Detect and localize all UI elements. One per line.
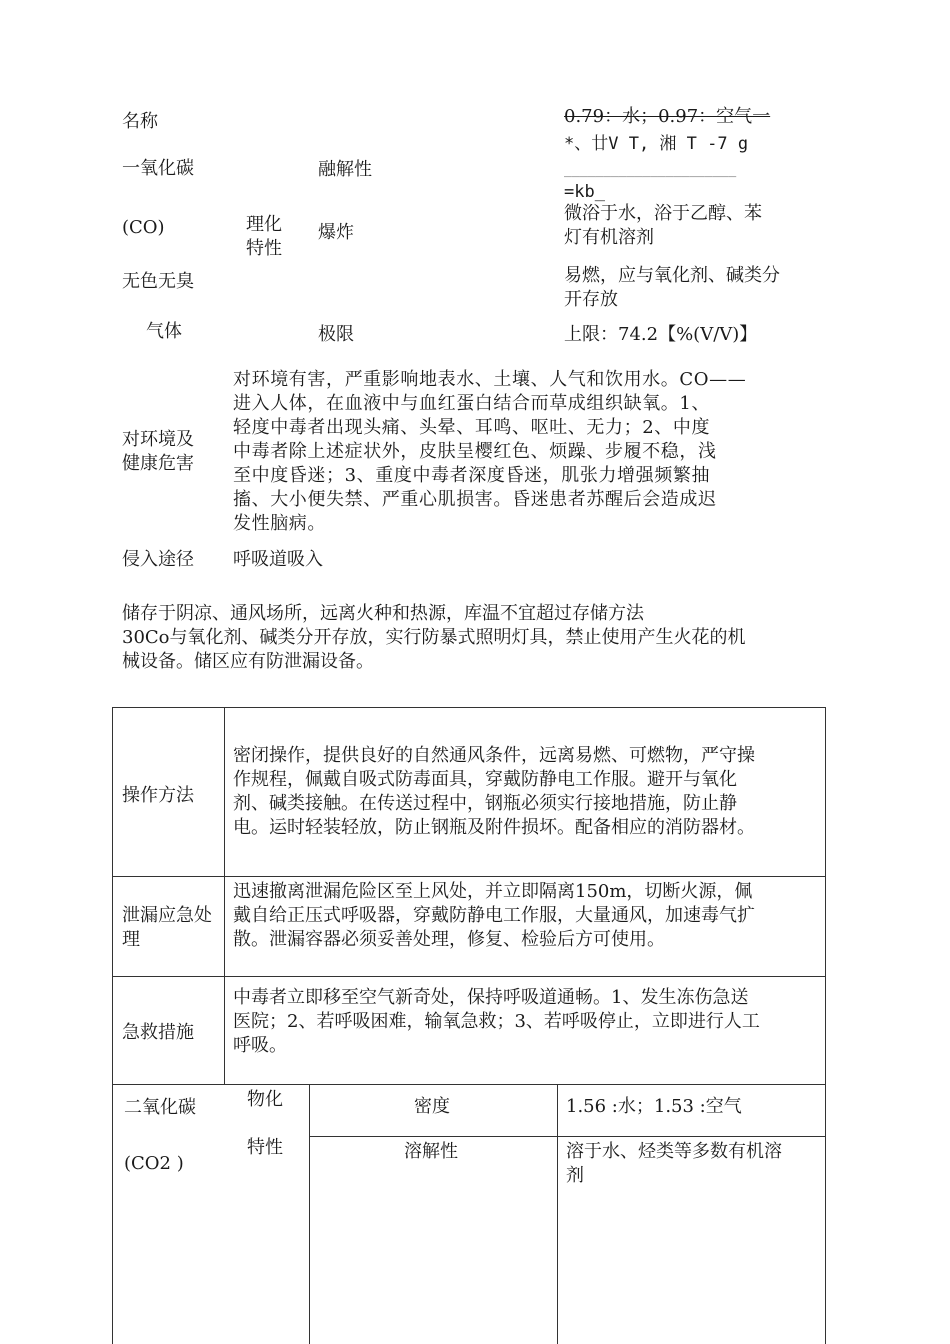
co-density-value: 0.79：水；0.97：空气一 [564,106,771,127]
co-state: 气体 [146,321,182,342]
co2-formula: (CO2 ) [124,1153,184,1174]
env-hazard-text: 对环境有害，严重影响地表水、土壤、人气和饮用水。CO—— 进入人体，在血液中与血红蛋白结合而草成组织缺氧。1、 轻度中毒者出现头痛、头晕、耳鸣、呕吐、无力；2、中度 中毒者除上述症状外，皮肤呈樱红色、烦躁、步履不稳，浅 至中度昏迷；3、重度中毒者深度昏迷，肌张力增强频繁抽 搐、大小便失禁、严重心肌损害。昏迷患者苏醒后会造成迟 发性脑病。 [233,369,747,534]
co-flammability-2: 开存放 [564,289,618,310]
operation-text: 密闭操作，提供良好的自然通风条件，远离易燃、可燃物，严守操 作规程，佩戴自吸式防毒面具，穿戴防静电工作服。避开与氧化 剂、碱类接触。在传送过程中，钢瓶必须实行接地措施，防止静 电。运时轻装轻放，防止钢瓶及附件损坏。配备相应的消防器材。 [233,745,755,838]
co2-density-label: 密度 [414,1096,450,1117]
co2-name: 二氧化碳 [124,1097,196,1118]
first-aid-text: 中毒者立即移至空气新奇处，保持呼吸道通畅。1、发生冻伤急送 医院；2、若呼吸困难，输氧急救；3、若呼吸停止，立即进行人工 呼吸。 [233,987,760,1056]
garbled-line: *、廿V T, 湘 T -7 g [564,134,749,154]
leak-emergency-text: 迅速撤离泄漏危险区至上风处，并立即隔离150m，切断火源，佩 戴自给正压式呼吸器，穿戴防静电工作服，大量通风，加速毒气扩 散。泄漏容器必须妥善处理，修复、检验后方可使用。 [233,881,755,950]
co2-solubility-value: 溶于水、烃类等多数有机溶 剂 [566,1141,782,1186]
first-aid-label: 急救措施 [122,1022,194,1043]
co2-phys-label-2: 特性 [247,1137,283,1158]
co-solubility-value-2: 灯有机溶剂 [564,227,654,248]
limit-label: 极限 [318,324,354,345]
co-solubility-value: 微浴于水，浴于乙醇、苯 [564,203,762,224]
melt-label: 融解性 [318,159,372,180]
co-flammability: 易燃，应与氧化剂、碱类分 [564,265,780,286]
co-description: 无色无臭 [122,271,194,292]
explosion-label: 爆炸 [318,222,354,243]
co-name: 一氧化碳 [122,158,194,179]
name-label: 名称 [122,111,158,132]
garbled-rule: ______________________ [564,163,737,178]
intake-label: 侵入途径 [122,549,194,570]
co2-density-value: 1.56 :水；1.53 :空气 [566,1096,742,1117]
garbled-line-2: =kb_ [564,182,605,202]
phys-chem-label: 理化 [246,214,282,235]
co-formula: (CO) [122,217,165,238]
env-label-2: 健康危害 [122,453,194,474]
co-explosion-limit-cutoff: 上限：74.2【%(V/V)】 [564,324,758,345]
co2-phys-label: 物化 [247,1089,283,1110]
env-label: 对环境及 [122,429,194,450]
operation-label: 操作方法 [122,785,194,806]
co2-solubility-label: 溶解性 [404,1141,458,1162]
leak-emergency-label: 泄漏应急处 理 [122,905,212,950]
intake-value: 呼吸道吸入 [233,549,323,570]
phys-chem-label-2: 特性 [246,238,282,259]
storage-text: 储存于阴凉、通风场所，远离火种和热源，库温不宜超过存储方法 30Co与氧化剂、碱类分开存放，实行防暴式照明灯具，禁止使用产生火花的机 械设备。储区应有防泄漏设备。 [122,603,746,672]
